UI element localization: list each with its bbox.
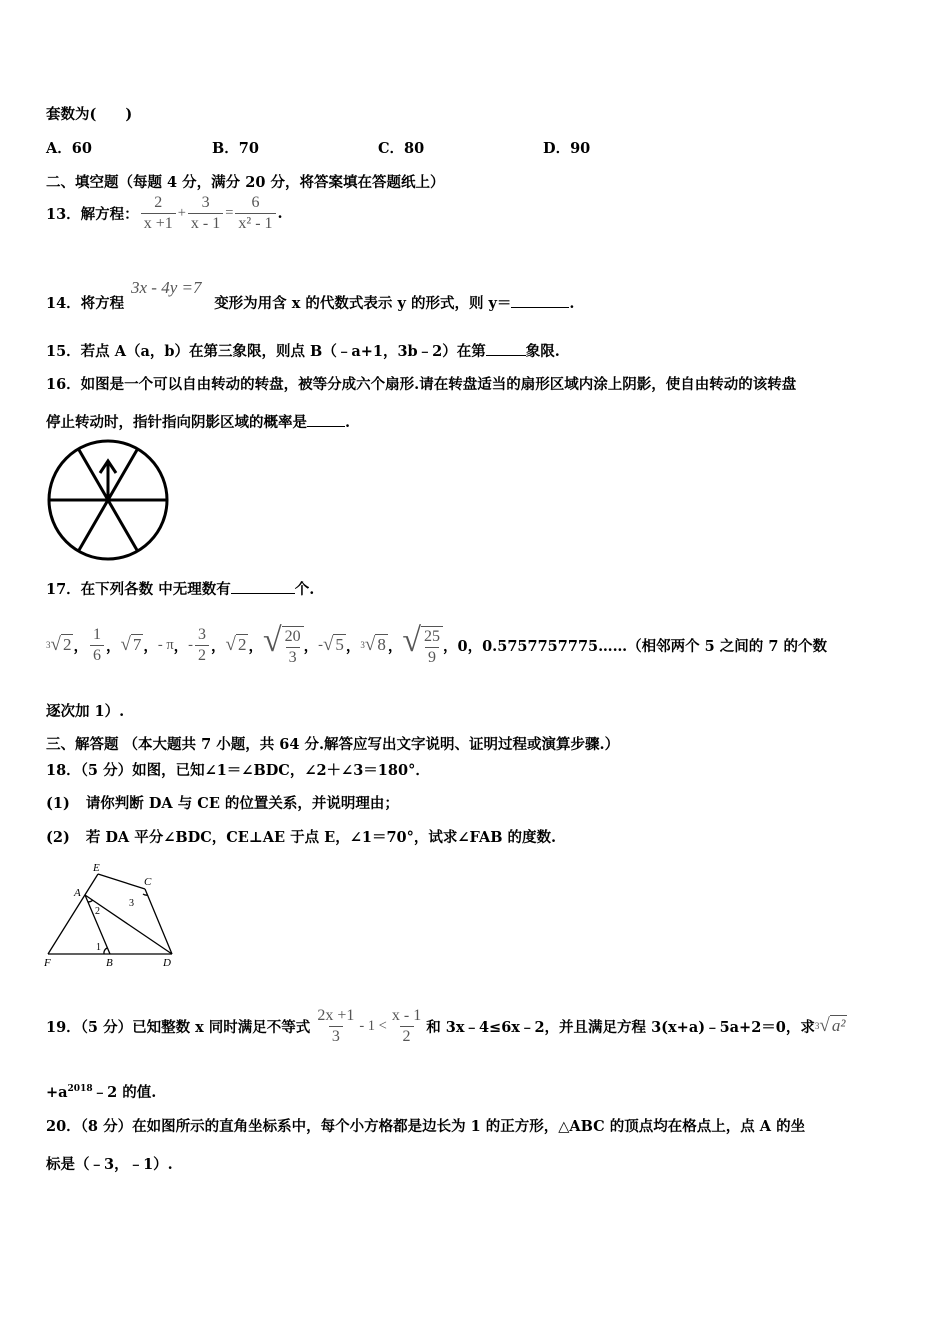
q13 (46, 193, 283, 234)
q13-op1: + (177, 205, 186, 221)
q19-f1-den: 3 (329, 1026, 343, 1047)
q19-text: 和 3x﹣4≤6x﹣2，并且满足方程 3(x+a)﹣5a+2＝0，求 (426, 1018, 815, 1036)
q17-answer-blank (231, 580, 295, 594)
q17-sqrt-7: √ 7 (120, 634, 142, 655)
label-f: F (44, 957, 51, 969)
q18-part2 (46, 826, 556, 847)
label-e: E (93, 862, 100, 874)
label-a: A (74, 887, 81, 899)
spinner-figure (45, 439, 171, 561)
q16-answer-blank (307, 413, 345, 427)
q17-f1-num: 1 (92, 625, 101, 643)
q13-f1-den: x +1 (141, 213, 176, 234)
q13-suffix: . (277, 205, 283, 222)
label-3: 3 (129, 898, 134, 909)
label-c: C (144, 876, 152, 888)
section2-heading: 二、填空题（每题 4 分，满分 20 分，将答案填在答题纸上） (46, 174, 445, 191)
q16-line2 (46, 411, 350, 432)
line-ec (98, 874, 145, 889)
q15 (46, 340, 560, 361)
label-b: B (106, 957, 113, 969)
label-1: 1 (96, 942, 101, 953)
q20-line2: 标是（﹣3，﹣1）. (46, 1156, 173, 1173)
q19-f1-num: 2x +1 (317, 1006, 355, 1024)
q14-suffix: . (569, 295, 575, 312)
q18-part2-text: 若 DA 平分∠BDC，CE⊥AE 于点 E，∠1＝70°，试求∠FAB 的度数. (85, 829, 557, 846)
q17-sqrt-5: √ 5 (322, 634, 344, 655)
q17-line3: 逐次加 1）. (46, 703, 125, 720)
q19-fraction-2 (389, 1006, 424, 1047)
q17-r4-arg: 5 (335, 635, 344, 654)
q17-f2-den: 2 (195, 645, 209, 666)
q18-figure (40, 858, 180, 970)
q17-r1-arg: 2 (62, 635, 72, 654)
q14-equation: 3x - 4y =7 (131, 278, 202, 297)
q19-line2-a: +a (46, 1084, 68, 1101)
q17-f4-num: 25 (424, 628, 440, 646)
q17-f3-den: 3 (286, 647, 300, 668)
q18-part1 (46, 792, 399, 813)
q20-line1: 20．（8 分）在如图所示的直角坐标系中，每个小方格都是边长为 1 的正方形，△ABC 的顶点均在格点上，点 A 的坐 (46, 1118, 806, 1135)
label-2: 2 (95, 906, 100, 917)
angle-1-arc (104, 948, 107, 954)
q12-option-c: C．80 (378, 140, 425, 157)
q18-part1-number: (1) (46, 795, 70, 812)
q17-cuberoot-2: $^3$√ 2 (46, 634, 72, 655)
q14-answer-blank (511, 294, 569, 308)
q17-r2-arg: 7 (132, 635, 142, 654)
q19-prefix: 19．（5 分）已知整数 x 同时满足不等式 (46, 1018, 311, 1036)
q14-middle: 变形为用含 x 的代数式表示 y 的形式，则 y＝ (214, 295, 512, 312)
q16-line1: 16．如图是一个可以自由转动的转盘，被等分成六个扇形.请在转盘适当的扇形区域内涂上阴影，使自由转动的该转盘 (46, 376, 797, 393)
q17-f3-num: 20 (284, 628, 301, 646)
q13-f1-num: 2 (154, 194, 163, 211)
label-d: D (163, 957, 171, 969)
q12-option-d: D．90 (543, 140, 591, 157)
q13-prefix: 13．解方程： (46, 206, 139, 223)
q17-sqrt-25-over-9: √ $\frac{25}{9}$ (402, 622, 443, 668)
angle-2-arc (88, 900, 93, 902)
q19-mid: - 1 < (359, 1017, 387, 1034)
q17-sqrt-2: √ 2 (225, 634, 247, 655)
q18-stem: 18．（5 分）如图，已知∠1＝∠BDC，∠2＋∠3＝180°． (46, 762, 430, 779)
q19-cuberoot: $^3$√ a² (814, 1015, 846, 1036)
section3-heading: 三、解答题 （本大题共 7 小题，共 64 分.解答应写出文字说明、证明过程或演算步骤.） (46, 736, 620, 753)
q17-cuberoot-8: $^3$√ 8 (360, 634, 386, 655)
q13-fraction-1 (141, 193, 176, 234)
q17-line1 (46, 578, 314, 599)
q19-root-index: 3 (814, 1021, 820, 1031)
q19-root-arg: a² (831, 1016, 846, 1035)
q12-tail: 套数为( ) (46, 106, 133, 123)
q17-f4-den: 9 (425, 647, 439, 668)
q15-text: 15．若点 A（a，b）在第三象限，则点 B（﹣a+1，3b﹣2）在第 (46, 343, 486, 360)
q19-exponent: 2018 (67, 1084, 93, 1095)
q17-r1-index: 3 (46, 640, 51, 650)
q12-option-b: B．70 (212, 140, 259, 157)
q13-op2: = (225, 205, 234, 221)
q17-f2-num: 3 (198, 625, 206, 643)
q17-sqrt-20-over-3: √ $\frac{20}{3}$ (263, 622, 304, 668)
q17-suffix1: 个. (294, 581, 315, 598)
q13-fraction-2 (188, 193, 223, 234)
q13-f3-den: x² - 1 (235, 213, 275, 234)
q17-r3-arg: 2 (237, 635, 247, 654)
q15-suffix: 象限. (525, 343, 560, 360)
q17-fraction-1-6 (90, 625, 104, 666)
q17-fraction-3-2 (195, 625, 209, 666)
q13-fraction-3 (235, 193, 275, 234)
q17-f1-den: 6 (90, 645, 104, 666)
q17-neg-pi: - π (157, 636, 174, 653)
q14 (46, 292, 574, 313)
q17-tail: ，0，0.5757757775……（相邻两个 5 之间的 7 的个数 (443, 637, 827, 655)
q15-answer-blank (486, 342, 526, 356)
q19-f2-den: 2 (400, 1026, 414, 1047)
q14-prefix: 14．将方程 (46, 295, 125, 312)
q17-r5-index: 3 (360, 640, 365, 650)
q13-f2-den: x - 1 (188, 213, 223, 234)
q18-part2-number: (2) (46, 829, 70, 846)
q13-f2-num: 3 (201, 194, 210, 211)
q19-line2-b: ﹣2 的值. (92, 1084, 157, 1101)
q19-f2-num: x - 1 (391, 1006, 422, 1024)
q17-line1-text: 17．在下列各数 中无理数有 (46, 581, 231, 598)
q19-fraction-1 (314, 1006, 357, 1047)
q17-number-list: $^3$√ 2 ， $\frac{1}{6}$ ， √ 7 ， - π ， - $\frac{3}{2}$ ， √ 2 ， √ $\frac{20}{3}$ ， - √ 5 ， $^3$√ 8 ， √ $\frac{25}{9}$ ，0，0.5757757775……（相邻两个 5 之间的 7 的个数 (46, 621, 827, 667)
q17-r5-arg: 8 (377, 635, 386, 654)
q16-suffix: . (345, 414, 351, 431)
q19-line2 (46, 1081, 156, 1102)
line-fe (48, 874, 98, 954)
q19-line1 (46, 990, 847, 1062)
q16-line2-text: 停止转动时，指针指向阴影区域的概率是 (46, 414, 307, 431)
q12-option-a: A．60 (46, 140, 92, 157)
q13-f3-num: 6 (251, 194, 260, 211)
q18-part1-text: 请你判断 DA 与 CE 的位置关系，并说明理由； (85, 795, 399, 812)
